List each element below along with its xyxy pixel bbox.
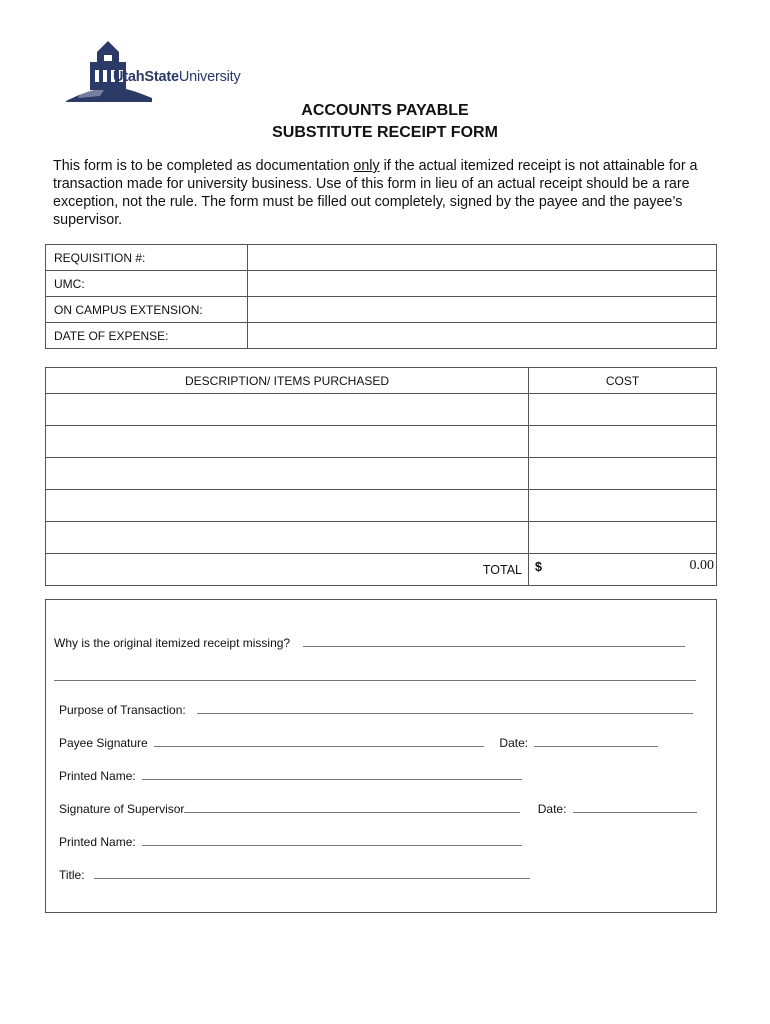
university-name-regular: University bbox=[178, 69, 241, 85]
title-line bbox=[59, 868, 530, 882]
total-field[interactable] bbox=[529, 554, 717, 586]
payee-date-field[interactable] bbox=[534, 736, 658, 747]
table-row bbox=[46, 490, 717, 522]
expense-date-label: DATE OF EXPENSE: bbox=[46, 323, 248, 349]
university-name bbox=[113, 69, 241, 85]
cost-header: COST bbox=[529, 368, 717, 394]
supervisor-signature-field[interactable] bbox=[184, 802, 520, 813]
items-table bbox=[45, 367, 717, 586]
purpose-label: Purpose of Transaction: bbox=[59, 703, 186, 717]
total-label: TOTAL bbox=[46, 554, 529, 586]
purpose-field[interactable] bbox=[197, 703, 693, 714]
cost-cell[interactable] bbox=[529, 426, 717, 458]
table-row bbox=[46, 426, 717, 458]
intro-emphasis: only bbox=[353, 158, 380, 174]
requisition-field[interactable] bbox=[248, 245, 717, 271]
description-cell[interactable] bbox=[46, 458, 529, 490]
expense-date-field[interactable] bbox=[248, 323, 717, 349]
description-cell[interactable] bbox=[46, 522, 529, 554]
intro-paragraph bbox=[53, 157, 743, 229]
umc-label: UMC: bbox=[46, 271, 248, 297]
description-cell[interactable] bbox=[46, 426, 529, 458]
supervisor-date-field[interactable] bbox=[573, 802, 697, 813]
total-row bbox=[46, 554, 717, 586]
missing-reason-field-2[interactable] bbox=[54, 670, 696, 681]
total-amount: 0.00 bbox=[689, 558, 714, 573]
missing-reason-line bbox=[54, 636, 685, 650]
purpose-line bbox=[59, 703, 693, 717]
title-field[interactable] bbox=[94, 868, 530, 879]
missing-reason-line-2 bbox=[54, 670, 696, 684]
table-row bbox=[46, 394, 717, 426]
items-header-row bbox=[46, 368, 717, 394]
cost-cell[interactable] bbox=[529, 490, 717, 522]
umc-row bbox=[46, 271, 717, 297]
supervisor-signature-label: Signature of Supervisor bbox=[59, 802, 185, 816]
supervisor-date-label: Date: bbox=[537, 802, 567, 816]
payee-printed-name-label: Printed Name: bbox=[59, 769, 136, 783]
cost-cell[interactable] bbox=[529, 394, 717, 426]
info-fields-table bbox=[45, 244, 717, 349]
cost-cell[interactable] bbox=[529, 522, 717, 554]
description-cell[interactable] bbox=[46, 394, 529, 426]
payee-signature-label: Payee Signature bbox=[59, 736, 148, 750]
payee-printed-name-field[interactable] bbox=[142, 769, 522, 780]
payee-printed-name-line bbox=[59, 769, 522, 783]
extension-field[interactable] bbox=[248, 297, 717, 323]
description-cell[interactable] bbox=[46, 490, 529, 522]
supervisor-printed-name-label: Printed Name: bbox=[59, 835, 136, 849]
table-row bbox=[46, 522, 717, 554]
requisition-label: REQUISITION #: bbox=[46, 245, 248, 271]
table-row bbox=[46, 458, 717, 490]
intro-text-before: This form is to be completed as documentation bbox=[53, 158, 354, 174]
requisition-row bbox=[46, 245, 717, 271]
description-header: DESCRIPTION/ ITEMS PURCHASED bbox=[46, 368, 529, 394]
supervisor-signature-line bbox=[59, 802, 697, 816]
payee-signature-field[interactable] bbox=[154, 736, 484, 747]
form-title-line2: SUBSTITUTE RECEIPT FORM bbox=[272, 124, 498, 141]
cost-cell[interactable] bbox=[529, 458, 717, 490]
umc-field[interactable] bbox=[248, 271, 717, 297]
extension-row bbox=[46, 297, 717, 323]
title-label: Title: bbox=[59, 868, 85, 882]
currency-symbol: $ bbox=[535, 560, 542, 574]
missing-reason-field[interactable] bbox=[303, 636, 685, 647]
expense-date-row bbox=[46, 323, 717, 349]
missing-reason-label: Why is the original itemized receipt missing? bbox=[54, 636, 291, 650]
supervisor-printed-name-line bbox=[59, 835, 522, 849]
intro-text-after: if the actual itemized receipt is not attainable for a transaction made for university business. Use of this form in lieu of an actual receipt should be a rare exception, not the rule. The form must be filled out completely, signed by the payee and the payee’s supervisor. bbox=[53, 158, 698, 228]
details-box bbox=[45, 599, 717, 913]
supervisor-printed-name-field[interactable] bbox=[142, 835, 522, 846]
payee-date-label: Date: bbox=[499, 736, 529, 750]
university-name-bold: UtahState bbox=[113, 69, 179, 85]
payee-signature-line bbox=[59, 736, 658, 750]
form-title-line1: ACCOUNTS PAYABLE bbox=[301, 102, 469, 119]
extension-label: ON CAMPUS EXTENSION: bbox=[46, 297, 248, 323]
